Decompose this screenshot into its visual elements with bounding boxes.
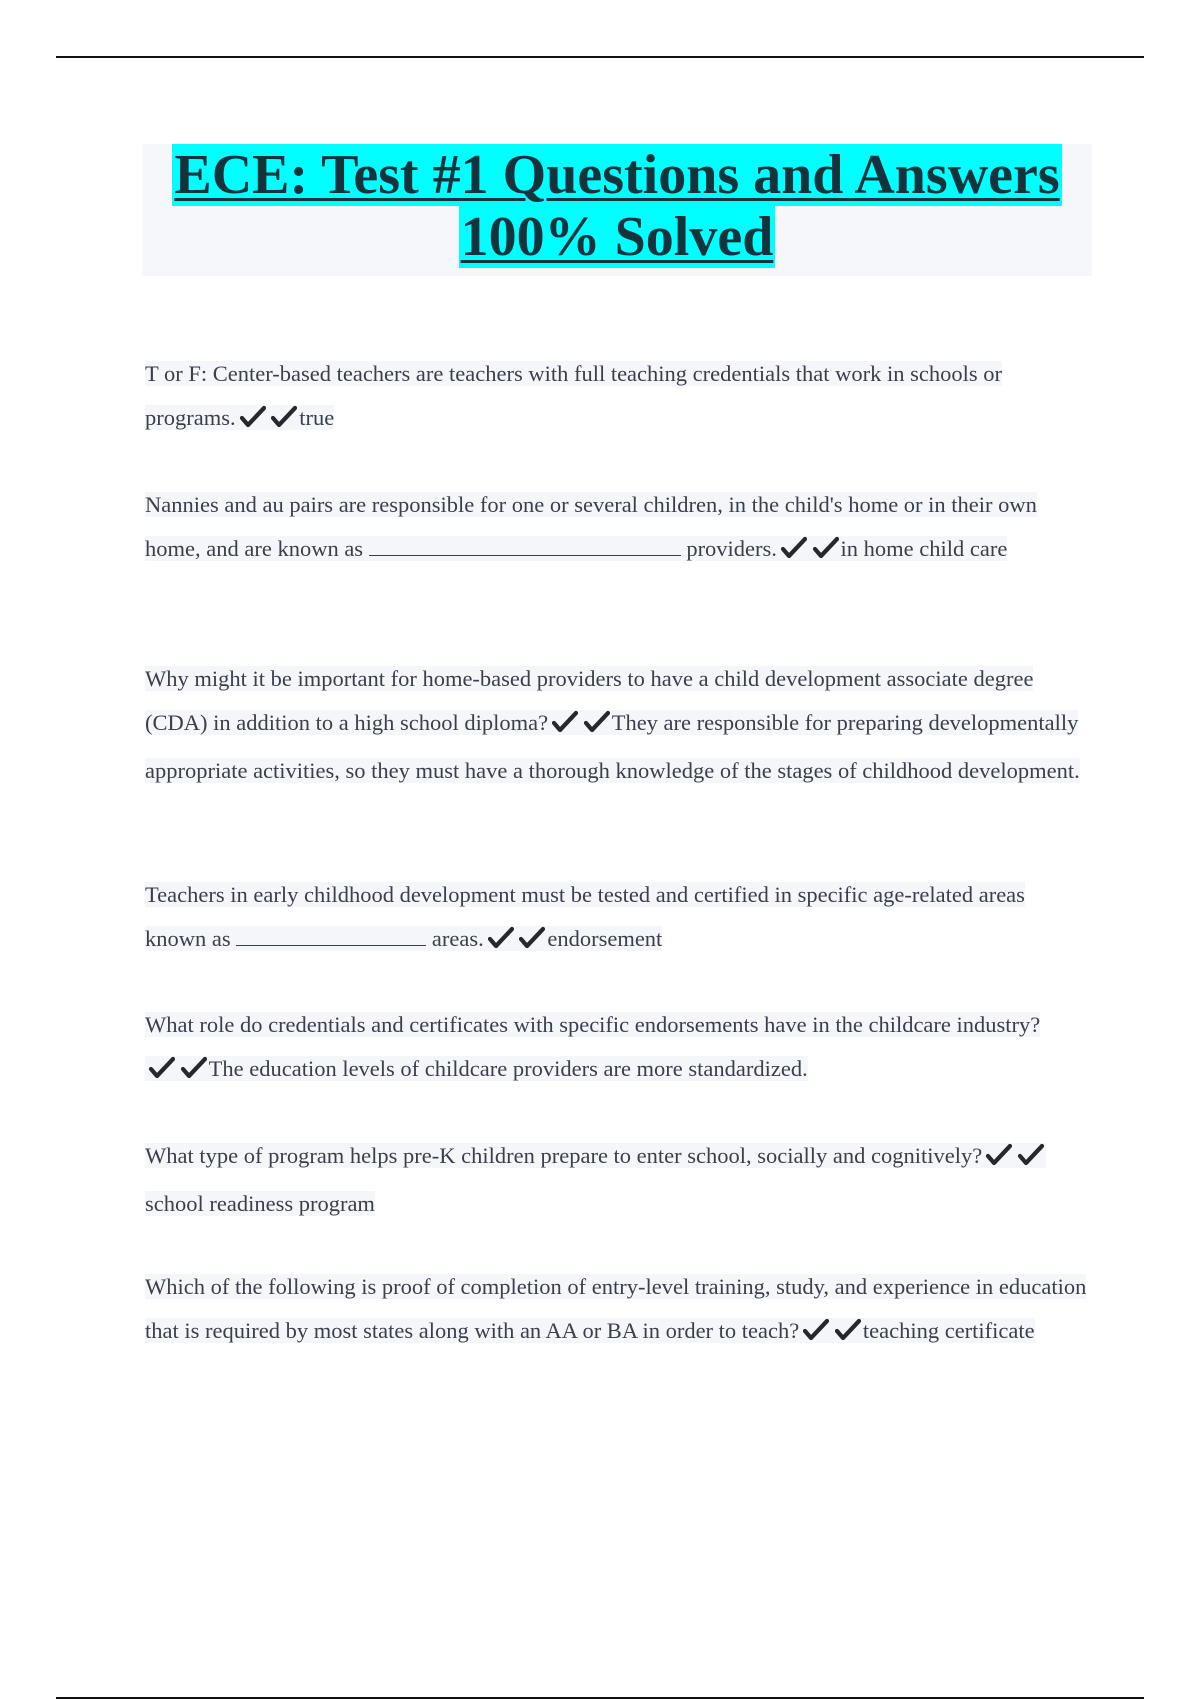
answer-text: school readiness program: [145, 1191, 375, 1216]
title-block: [142, 144, 1092, 276]
page-title-line-2: 100% Solved: [460, 206, 774, 268]
qa-item-3: [145, 657, 1090, 793]
double-checkmark-icon: [803, 1313, 861, 1357]
double-checkmark-icon: [781, 531, 839, 575]
qa-item-5: [145, 1003, 1090, 1095]
answer-text: in home child care: [840, 536, 1008, 561]
double-checkmark-icon: [240, 400, 298, 444]
question-text-end: providers.: [686, 536, 777, 561]
qa-item-2: [145, 483, 1090, 575]
question-text: What role do credentials and certificates with specific endorsements have in the childcare industry?: [145, 1012, 1041, 1037]
header-rule: [56, 56, 1144, 58]
fill-in-blank: [236, 927, 426, 946]
answer-text: teaching certificate: [862, 1318, 1035, 1343]
answer-text: true: [299, 405, 335, 430]
question-text: Teachers in early childhood development must be tested and certified in specific age-related areas known as: [145, 882, 1025, 951]
qa-item-6: [145, 1134, 1090, 1226]
answer-text: endorsement: [547, 926, 663, 951]
double-checkmark-icon: [488, 921, 546, 965]
question-text: Why might it be important for home-based providers to have a child development associate degree (CDA) in addition to a high school diploma?: [145, 666, 1034, 735]
qa-item-1: [145, 352, 1090, 444]
double-checkmark-icon: [552, 705, 610, 749]
answer-text: They are responsible for preparing developmentally appropriate activities, so they must have a thorough knowledge of the stages of childhood development.: [145, 710, 1080, 783]
question-text: Nannies and au pairs are responsible for one or several children, in the child's home or in their own home, and are known as: [145, 492, 1037, 561]
question-text: Which of the following is proof of completion of entry-level training, study, and experience in education that is required by most states along with an AA or BA in order to teach?: [145, 1274, 1087, 1343]
fill-in-blank: [369, 537, 681, 556]
double-checkmark-icon: [986, 1138, 1044, 1182]
qa-item-4: [145, 873, 1090, 965]
question-text: T or F: Center-based teachers are teachers with full teaching credentials that work in schools or programs.: [145, 361, 1002, 430]
answer-text: The education levels of childcare providers are more standardized.: [208, 1056, 808, 1081]
question-text: What type of program helps pre-K children prepare to enter school, socially and cognitively?: [145, 1143, 983, 1168]
question-text-end: areas.: [431, 926, 484, 951]
footer-rule: [56, 1697, 1144, 1699]
page-title-line-1: ECE: Test #1 Questions and Answers: [174, 144, 1060, 206]
double-checkmark-icon: [149, 1051, 207, 1095]
qa-item-7: [145, 1265, 1090, 1357]
